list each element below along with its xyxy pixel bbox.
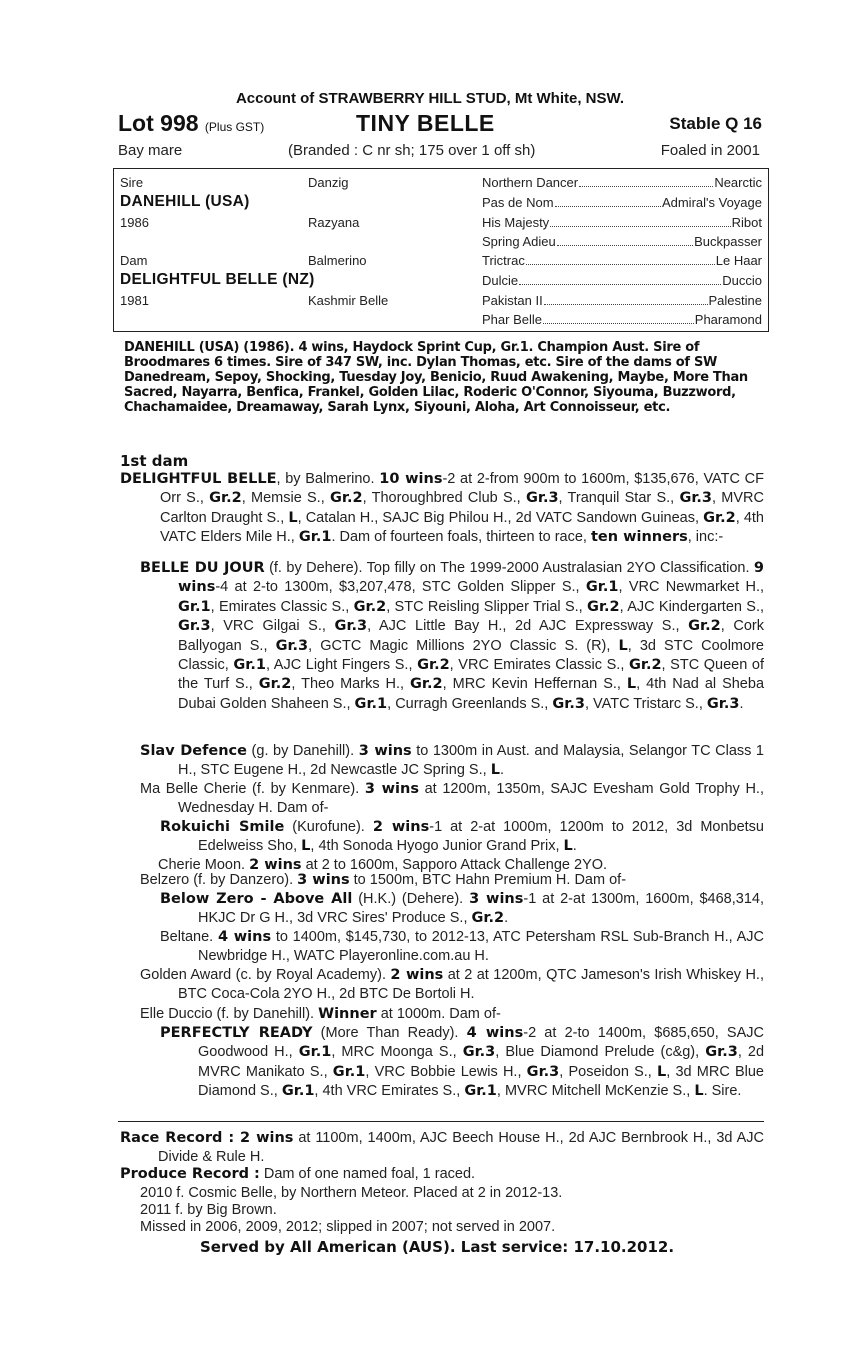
bold-run: Race Record : 2 wins [120, 1130, 294, 1146]
text-run: Dam of one named foal, 1 raced. [259, 1166, 476, 1182]
text-run: , GCTC Magic Millions 2YO Classic S. (R), [308, 637, 619, 654]
bold-run: PERFECTLY READY [160, 1025, 313, 1041]
text-run: to 1300m in Aust. and Malaysia, Selangor TC Class 1 H., STC Eugene H., 2d Newcastle JC Spring S., [178, 743, 764, 779]
text-run: at 2 at 1200m, QTC Jameson's Irish Whiskey H., BTC Coca-Cola 2YO H., 2d BTC De Bortoli H. [178, 967, 764, 1003]
bold-run: Gr.1 [298, 1044, 332, 1061]
bold-run: 2 wins [372, 819, 430, 835]
text-run: , Cork Ballyogan S., [178, 618, 765, 654]
sire-sire: Danzig [308, 175, 349, 190]
text-run: , Blue Diamond Prelude (c&g), [495, 1044, 706, 1061]
text-run: at 1200m, 1350m, SAJC Evesham Gold Trophy H., Wednesday H. Dam of- [178, 781, 764, 817]
text-run: , 4th Nad al Sheba Dubai Golden Shaheen S., [178, 676, 765, 712]
progeny-belle-du-jour [140, 559, 765, 714]
bold-run: L [288, 509, 298, 526]
bold-run: Gr.2 [209, 490, 242, 507]
bold-run: Gr.3 [705, 1044, 738, 1061]
progeny-golden-award [140, 966, 764, 1005]
text-run: , inc:- [687, 529, 724, 546]
section-divider [118, 1121, 764, 1122]
produce-line-2010: 2010 f. Cosmic Belle, by Northern Meteor. Placed at 2 in 2012-13. [140, 1185, 563, 1201]
bold-run: Gr.3 [462, 1044, 496, 1061]
progeny-elle-duccio [140, 1005, 764, 1024]
text-run: , 2d MVRC Manikato S., [198, 1044, 765, 1080]
bold-run: Gr.3 [334, 618, 368, 635]
text-run: -1 at 2-at 1300m, 1600m, $468,314, HKJC Dr G H., 3d VRC Sires' Produce S., [198, 891, 764, 927]
horse-sex: Bay mare [118, 142, 183, 159]
bold-run: 3 wins [469, 891, 524, 907]
bold-run: Gr.2 [417, 657, 450, 674]
dam-year: 1981 [120, 293, 149, 308]
bold-run: ten winners [590, 529, 688, 546]
text-run: Golden Award (c. by Royal Academy). [140, 967, 391, 983]
plus-gst: (Plus GST) [204, 120, 265, 134]
third-gen-1: Northern Dancer Nearctic [482, 175, 762, 190]
text-run: , STC Reisling Slipper Trial S., [386, 598, 588, 615]
third-gen-4: Spring Adieu Buckpasser [482, 234, 762, 249]
text-run: , Curragh Greenlands S., [387, 695, 553, 712]
bold-run: 3 wins [364, 781, 419, 797]
bold-run: 3 wins [358, 743, 412, 759]
bold-run: Gr.1 [298, 529, 332, 546]
text-run: , 4th Sonoda Hyogo Junior Grand Prix, [310, 838, 564, 855]
bold-run: Gr.1 [233, 657, 266, 674]
bold-run: Gr.3 [525, 490, 559, 507]
dam-name: DELIGHTFUL BELLE (NZ) [120, 271, 315, 288]
bold-run: Gr.2 [688, 618, 721, 635]
text-run: , MVRC Mitchell McKenzie S., [496, 1083, 695, 1100]
third-gen-6: Dulcie Duccio [482, 273, 762, 288]
bold-run: Gr.1 [332, 1063, 366, 1080]
bold-run: Gr.2 [471, 910, 505, 927]
bold-run: Rokuichi Smile [160, 819, 285, 835]
pedigree-table [113, 168, 769, 332]
text-run: at 2 to 1600m, Sapporo Attack Challenge 2YO. [301, 857, 608, 873]
bold-run: Gr.3 [552, 695, 585, 712]
produce-record [120, 1165, 764, 1184]
third-gen-8: Phar Belle Pharamond [482, 312, 762, 327]
bold-run: L [618, 637, 628, 654]
bold-run: L [694, 1083, 704, 1100]
text-run: , Theo Marks H., [291, 676, 411, 693]
bold-run: Gr.1 [464, 1083, 497, 1100]
bold-run: L [490, 762, 500, 779]
bold-run: 2 wins [249, 857, 302, 873]
text-run: , 4th VRC Emirates S., [314, 1083, 465, 1100]
text-run: Belzero (f. by Danzero). [140, 872, 298, 888]
bold-run: 10 wins [379, 471, 443, 487]
stable-location: Stable Q 16 [669, 114, 762, 133]
bold-run: BELLE DU JOUR [140, 560, 265, 576]
bold-run: Gr.1 [281, 1083, 315, 1100]
text-run: , VRC Newmarket H., [618, 579, 764, 596]
text-run: (f. by Dehere). Top filly on The 1999-2000 Australasian 2YO Classification. [264, 560, 754, 576]
text-run: at 1000m. Dam of- [376, 1006, 501, 1022]
text-run: , VRC Gilgai S., [210, 618, 335, 635]
text-run: . [572, 838, 577, 855]
bold-run: Gr.2 [628, 657, 662, 674]
text-run: -1 at 2-at 1000m, 1200m to 2012, 3d Monbetsu Edelweiss Sho, [198, 819, 764, 855]
text-run: (Kurofune). [284, 819, 373, 835]
bold-run: L [563, 838, 573, 855]
bold-run: L [626, 676, 637, 693]
sire-year: 1986 [120, 215, 149, 230]
text-run: , MRC Moonga S., [331, 1044, 463, 1061]
text-run: , Catalan H., SAJC Big Philou H., 2d VATC Sandown Guineas, [297, 509, 704, 526]
foaled-year: Foaled in 2001 [660, 142, 760, 159]
third-gen-7: Pakistan II Palestine [482, 293, 762, 308]
text-run: at 1100m, 1400m, AJC Beech House H., 2d AJC Bernbrook H., 3d AJC Divide & Rule H. [158, 1130, 765, 1166]
horse-name: TINY BELLE [356, 110, 495, 136]
bold-run: Gr.3 [706, 695, 740, 712]
bold-run: Gr.2 [703, 509, 736, 526]
progeny-belzero [140, 871, 764, 890]
grandprogeny-beltane [160, 928, 764, 967]
text-run: . [739, 695, 744, 712]
third-gen-5: Trictrac Le Haar [482, 253, 762, 268]
text-run: Ma Belle Cherie (f. by Kenmare). [140, 781, 365, 797]
brand-info: (Branded : C nr sh; 175 over 1 off sh) [288, 142, 536, 159]
text-run: -4 at 2-to 1300m, $3,207,478, STC Golden Slipper S., [215, 579, 586, 596]
horse-details [118, 142, 762, 162]
lot-number [118, 110, 264, 137]
lot-label: Lot 998 [118, 110, 199, 136]
vendor-account: Account of STRAWBERRY HILL STUD, Mt White, NSW. [235, 90, 625, 107]
bold-run: Gr.2 [410, 676, 443, 693]
race-record [120, 1129, 765, 1168]
text-run: , Poseidon S., [559, 1063, 658, 1080]
text-run: , Thoroughbred Club S., [362, 490, 526, 507]
bold-run: Gr.3 [275, 637, 309, 654]
text-run: . [499, 762, 504, 779]
produce-line-2011: 2011 f. by Big Brown. [140, 1202, 277, 1218]
text-run: , Emirates Classic S., [210, 598, 354, 615]
bold-run: Gr.2 [329, 490, 363, 507]
produce-line-missed: Missed in 2006, 2009, 2012; slipped in 2007; not served in 2007. [140, 1219, 556, 1235]
bold-run: Gr.2 [587, 598, 620, 615]
text-run: . Dam of fourteen foals, thirteen to race, [331, 529, 591, 546]
sire-dam: Razyana [308, 215, 360, 230]
text-run: , Memsie S., [241, 490, 330, 507]
text-run: (More Than Ready). [312, 1025, 467, 1041]
bold-run: Gr.3 [526, 1063, 560, 1080]
grandprogeny-perfectly-ready [160, 1024, 765, 1102]
text-run: Elle Duccio (f. by Danehill). [140, 1006, 319, 1022]
bold-run: 9 wins [178, 560, 764, 596]
bold-run: 4 wins [217, 929, 272, 945]
bold-run: Gr.1 [354, 695, 388, 712]
bold-run: Gr.1 [178, 598, 211, 615]
bold-run: Gr.1 [585, 579, 619, 596]
third-gen-2: Pas de Nom Admiral's Voyage [482, 195, 762, 210]
dam-sire: Balmerino [308, 253, 367, 268]
bold-run: Gr.3 [679, 490, 713, 507]
first-dam-heading: 1st dam [120, 452, 189, 470]
text-run: , 3d MRC Blue Diamond S., [198, 1063, 764, 1100]
text-run: , by Balmerino. [276, 471, 380, 487]
grandprogeny-rokuichi-smile [160, 818, 764, 857]
text-run: , AJC Light Fingers S., [265, 657, 418, 674]
bold-run: Winner [318, 1006, 377, 1022]
text-run: (H.K.) (Dehere). [352, 891, 470, 907]
text-run: -2 at 2-from 900m to 1600m, $135,676, VATC CF Orr S., [160, 471, 764, 507]
text-run: , MRC Kevin Heffernan S., [442, 676, 627, 693]
text-run: -2 at 2-to 1400m, $685,650, SAJC Goodwood H., [198, 1025, 765, 1061]
bold-run: Below Zero - Above All [160, 891, 353, 907]
dam-dam: Kashmir Belle [308, 293, 389, 308]
bold-run: Produce Record : [120, 1166, 260, 1182]
text-run: to 1400m, $145,730, to 2012-13, ATC Petersham RSL Sub-Branch H., AJC Newbridge H., WATC Playeronline.com.au H. [198, 929, 764, 965]
text-run: . Sire. [703, 1083, 742, 1100]
text-run: , AJC Little Bay H., 2d AJC Expressway S., [367, 618, 689, 635]
text-run: , VATC Tristarc S., [584, 695, 707, 712]
text-run: , MVRC Carlton Draught S., [160, 490, 764, 526]
text-run: . [504, 910, 509, 927]
sire-name: DANEHILL (USA) [120, 193, 250, 210]
text-run: , VRC Emirates Classic S., [449, 657, 629, 674]
bold-run: Slav Defence [140, 743, 247, 759]
bold-run: Gr.2 [258, 676, 292, 693]
bold-run: 2 wins [390, 967, 444, 983]
lot-header [118, 110, 762, 140]
sire-summary: DANEHILL (USA) (1986). 4 wins, Haydock Sprint Cup, Gr.1. Champion Aust. Sire of Broodmares 6 times. Sire of 347 SW, inc. Dylan Thomas, etc. Sire of the dams of SW Danedream, Sepoy, Shocking, Tuesday Joy, Benicio, Ruud Awakening, Maybe, More Than Sacred, Nayarra, Benfica, Frankel, Golden Lilac, Roderic O'Connor, Siyouma, Buzzword, Chachamaidee, Dreamaway, Sarah Lynx, Siyouni, Aloha, Art Connoisseur, etc. [124, 340, 748, 415]
text-run: (g. by Danehill). [247, 743, 359, 759]
third-gen-3: His Majesty Ribot [482, 215, 762, 230]
service-note: Served by All American (AUS). Last service: 17.10.2012. [200, 1238, 675, 1256]
bold-run: DELIGHTFUL BELLE [120, 471, 277, 487]
sire-label: Sire [120, 175, 144, 190]
bold-run: L [301, 838, 311, 855]
progeny-ma-belle-cherie [140, 780, 764, 819]
bold-run: L [657, 1063, 667, 1080]
bold-run: Gr.2 [353, 598, 387, 615]
bold-run: 3 wins [297, 872, 350, 888]
progeny-slav-defence [140, 742, 764, 781]
text-run: , 3d STC Coolmore Classic, [178, 637, 764, 674]
text-run: , 4th VATC Elders Mile H., [160, 509, 764, 546]
bold-run: 4 wins [466, 1025, 524, 1041]
text-run: Cherie Moon. [158, 857, 250, 873]
text-run: , Tranquil Star S., [558, 490, 680, 507]
text-run: , VRC Bobbie Lewis H., [365, 1063, 527, 1080]
text-run: Beltane. [160, 929, 218, 945]
text-run: , AJC Kindergarten S., [619, 598, 765, 615]
text-run: , STC Queen of the Turf S., [178, 657, 764, 693]
text-run: to 1500m, BTC Hahn Premium H. Dam of- [349, 872, 627, 888]
first-dam-paragraph [120, 470, 764, 548]
grandprogeny-below-zero [160, 890, 764, 929]
dam-label: Dam [120, 253, 148, 268]
bold-run: Gr.3 [178, 618, 211, 635]
